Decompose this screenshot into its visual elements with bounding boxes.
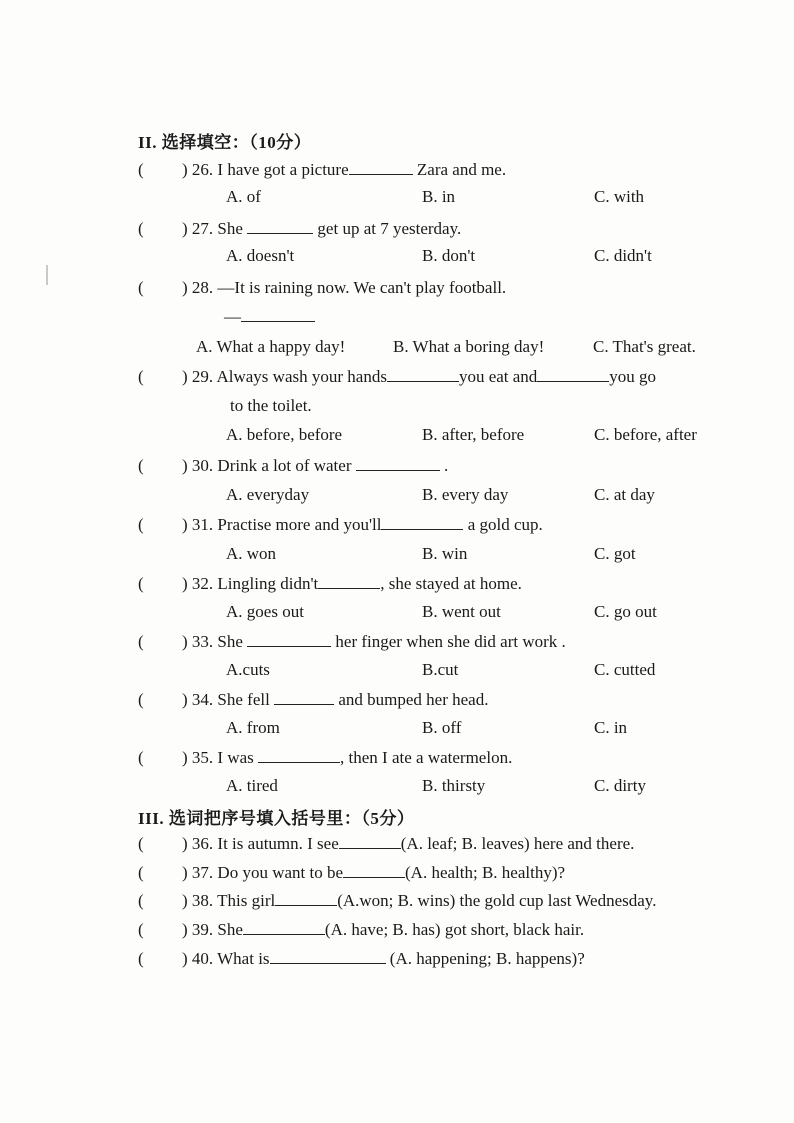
answer-blank — [318, 574, 380, 589]
answer-blank — [247, 219, 313, 234]
answer-blank — [381, 515, 463, 530]
question-stem: ) 36. It is autumn. I see (A. leaf; B. leaves) here and there. — [182, 834, 635, 853]
question-27 — [138, 219, 734, 241]
option-c: C. didn't — [594, 246, 652, 265]
options-34 — [226, 718, 726, 740]
option-a: A. doesn't — [226, 246, 295, 265]
options-27 — [226, 246, 726, 268]
answer-blank — [241, 307, 315, 322]
option-b: B. every day — [422, 485, 509, 504]
question-stem: ) 26. I have got a picture Zara and me. — [182, 160, 507, 179]
answer-blank — [270, 949, 386, 964]
response-line: — — [224, 307, 315, 327]
question-stem: ) 29. Always wash your hands you eat and you go — [182, 367, 657, 386]
question-26 — [138, 160, 734, 182]
answer-blank — [247, 632, 331, 647]
option-c: C. got — [594, 544, 636, 563]
option-b: B. What a boring day! — [393, 337, 545, 356]
option-b: B. off — [422, 718, 462, 737]
option-c: C. in — [594, 718, 628, 737]
answer-blank — [243, 920, 325, 935]
option-c: C. before, after — [594, 425, 697, 444]
answer-blank — [537, 367, 609, 382]
question-stem: ) 34. She fell and bumped her head. — [182, 690, 489, 709]
question-30 — [138, 456, 734, 478]
answer-blank — [258, 748, 340, 763]
question-37 — [138, 863, 734, 885]
option-c: C. with — [594, 187, 645, 206]
scan-mark — [46, 265, 48, 285]
option-a: A. goes out — [226, 602, 304, 621]
question-28 — [138, 278, 734, 334]
answer-paren: ( — [138, 367, 144, 386]
question-stem: ) 37. Do you want to be (A. health; B. healthy)? — [182, 863, 566, 882]
question-stem: ) 28. —It is raining now. We can't play football. — [182, 278, 507, 297]
option-a: A. before, before — [226, 425, 343, 444]
answer-paren: ( — [138, 515, 144, 534]
answer-blank — [387, 367, 459, 382]
option-a: A. What a happy day! — [196, 337, 346, 356]
question-36 — [138, 834, 734, 856]
option-a: A. tired — [226, 776, 278, 795]
option-b: B. don't — [422, 246, 476, 265]
question-40 — [138, 949, 734, 971]
question-31 — [138, 515, 734, 537]
option-b: B. win — [422, 544, 468, 563]
option-a: A.cuts — [226, 660, 270, 679]
option-a: A. from — [226, 718, 280, 737]
options-28 — [196, 337, 696, 359]
option-a: A. won — [226, 544, 277, 563]
options-35 — [226, 776, 726, 798]
question-stem: ) 39. She (A. have; B. has) got short, black hair. — [182, 920, 585, 939]
question-39 — [138, 920, 734, 942]
question-33 — [138, 632, 734, 654]
answer-blank — [339, 834, 401, 849]
answer-blank — [356, 456, 440, 471]
question-stem: ) 35. I was , then I ate a watermelon. — [182, 748, 513, 767]
option-b: B.cut — [422, 660, 459, 679]
answer-paren: ( — [138, 160, 144, 179]
option-c: C. go out — [594, 602, 657, 621]
options-31 — [226, 544, 726, 566]
question-stem: ) 40. What is (A. happening; B. happens)? — [182, 949, 585, 968]
question-32 — [138, 574, 734, 596]
section-2-title: II. 选择填空：（10分） — [138, 133, 312, 152]
section-3-title: III. 选词把序号填入括号里：（5分） — [138, 809, 415, 828]
answer-blank — [275, 891, 337, 906]
question-38 — [138, 891, 734, 913]
option-b: B. thirsty — [422, 776, 486, 795]
answer-blank — [274, 690, 334, 705]
question-35 — [138, 748, 734, 770]
options-30 — [226, 485, 726, 507]
answer-blank — [349, 160, 413, 175]
answer-paren: ( — [138, 632, 144, 651]
option-a: A. of — [226, 187, 261, 206]
answer-paren: ( — [138, 748, 144, 767]
option-b: B. after, before — [422, 425, 525, 444]
option-b: B. in — [422, 187, 456, 206]
question-stem-line2: to the toilet. — [230, 396, 312, 415]
answer-paren: ( — [138, 834, 144, 853]
question-29 — [138, 367, 734, 419]
answer-paren: ( — [138, 574, 144, 593]
option-c: C. That's great. — [593, 337, 696, 356]
option-c: C. dirty — [594, 776, 646, 795]
option-a: A. everyday — [226, 485, 310, 504]
answer-paren: ( — [138, 690, 144, 709]
question-34 — [138, 690, 734, 712]
question-stem: ) 32. Lingling didn't , she stayed at home. — [182, 574, 522, 593]
question-stem: ) 30. Drink a lot of water . — [182, 456, 449, 475]
question-stem: ) 33. She her finger when she did art work . — [182, 632, 566, 651]
answer-paren: ( — [138, 278, 144, 297]
options-26 — [226, 187, 726, 209]
answer-paren: ( — [138, 920, 144, 939]
answer-paren: ( — [138, 863, 144, 882]
option-b: B. went out — [422, 602, 501, 621]
options-29 — [226, 425, 726, 447]
option-c: C. cutted — [594, 660, 656, 679]
answer-paren: ( — [138, 891, 144, 910]
question-stem: ) 38. This girl (A.won; B. wins) the gold cup last Wednesday. — [182, 891, 657, 910]
options-33 — [226, 660, 726, 682]
question-stem: ) 31. Practise more and you'll a gold cup. — [182, 515, 543, 534]
answer-paren: ( — [138, 456, 144, 475]
option-c: C. at day — [594, 485, 655, 504]
question-stem: ) 27. She get up at 7 yesterday. — [182, 219, 462, 238]
answer-blank — [343, 863, 405, 878]
answer-paren: ( — [138, 219, 144, 238]
answer-paren: ( — [138, 949, 144, 968]
options-32 — [226, 602, 726, 624]
